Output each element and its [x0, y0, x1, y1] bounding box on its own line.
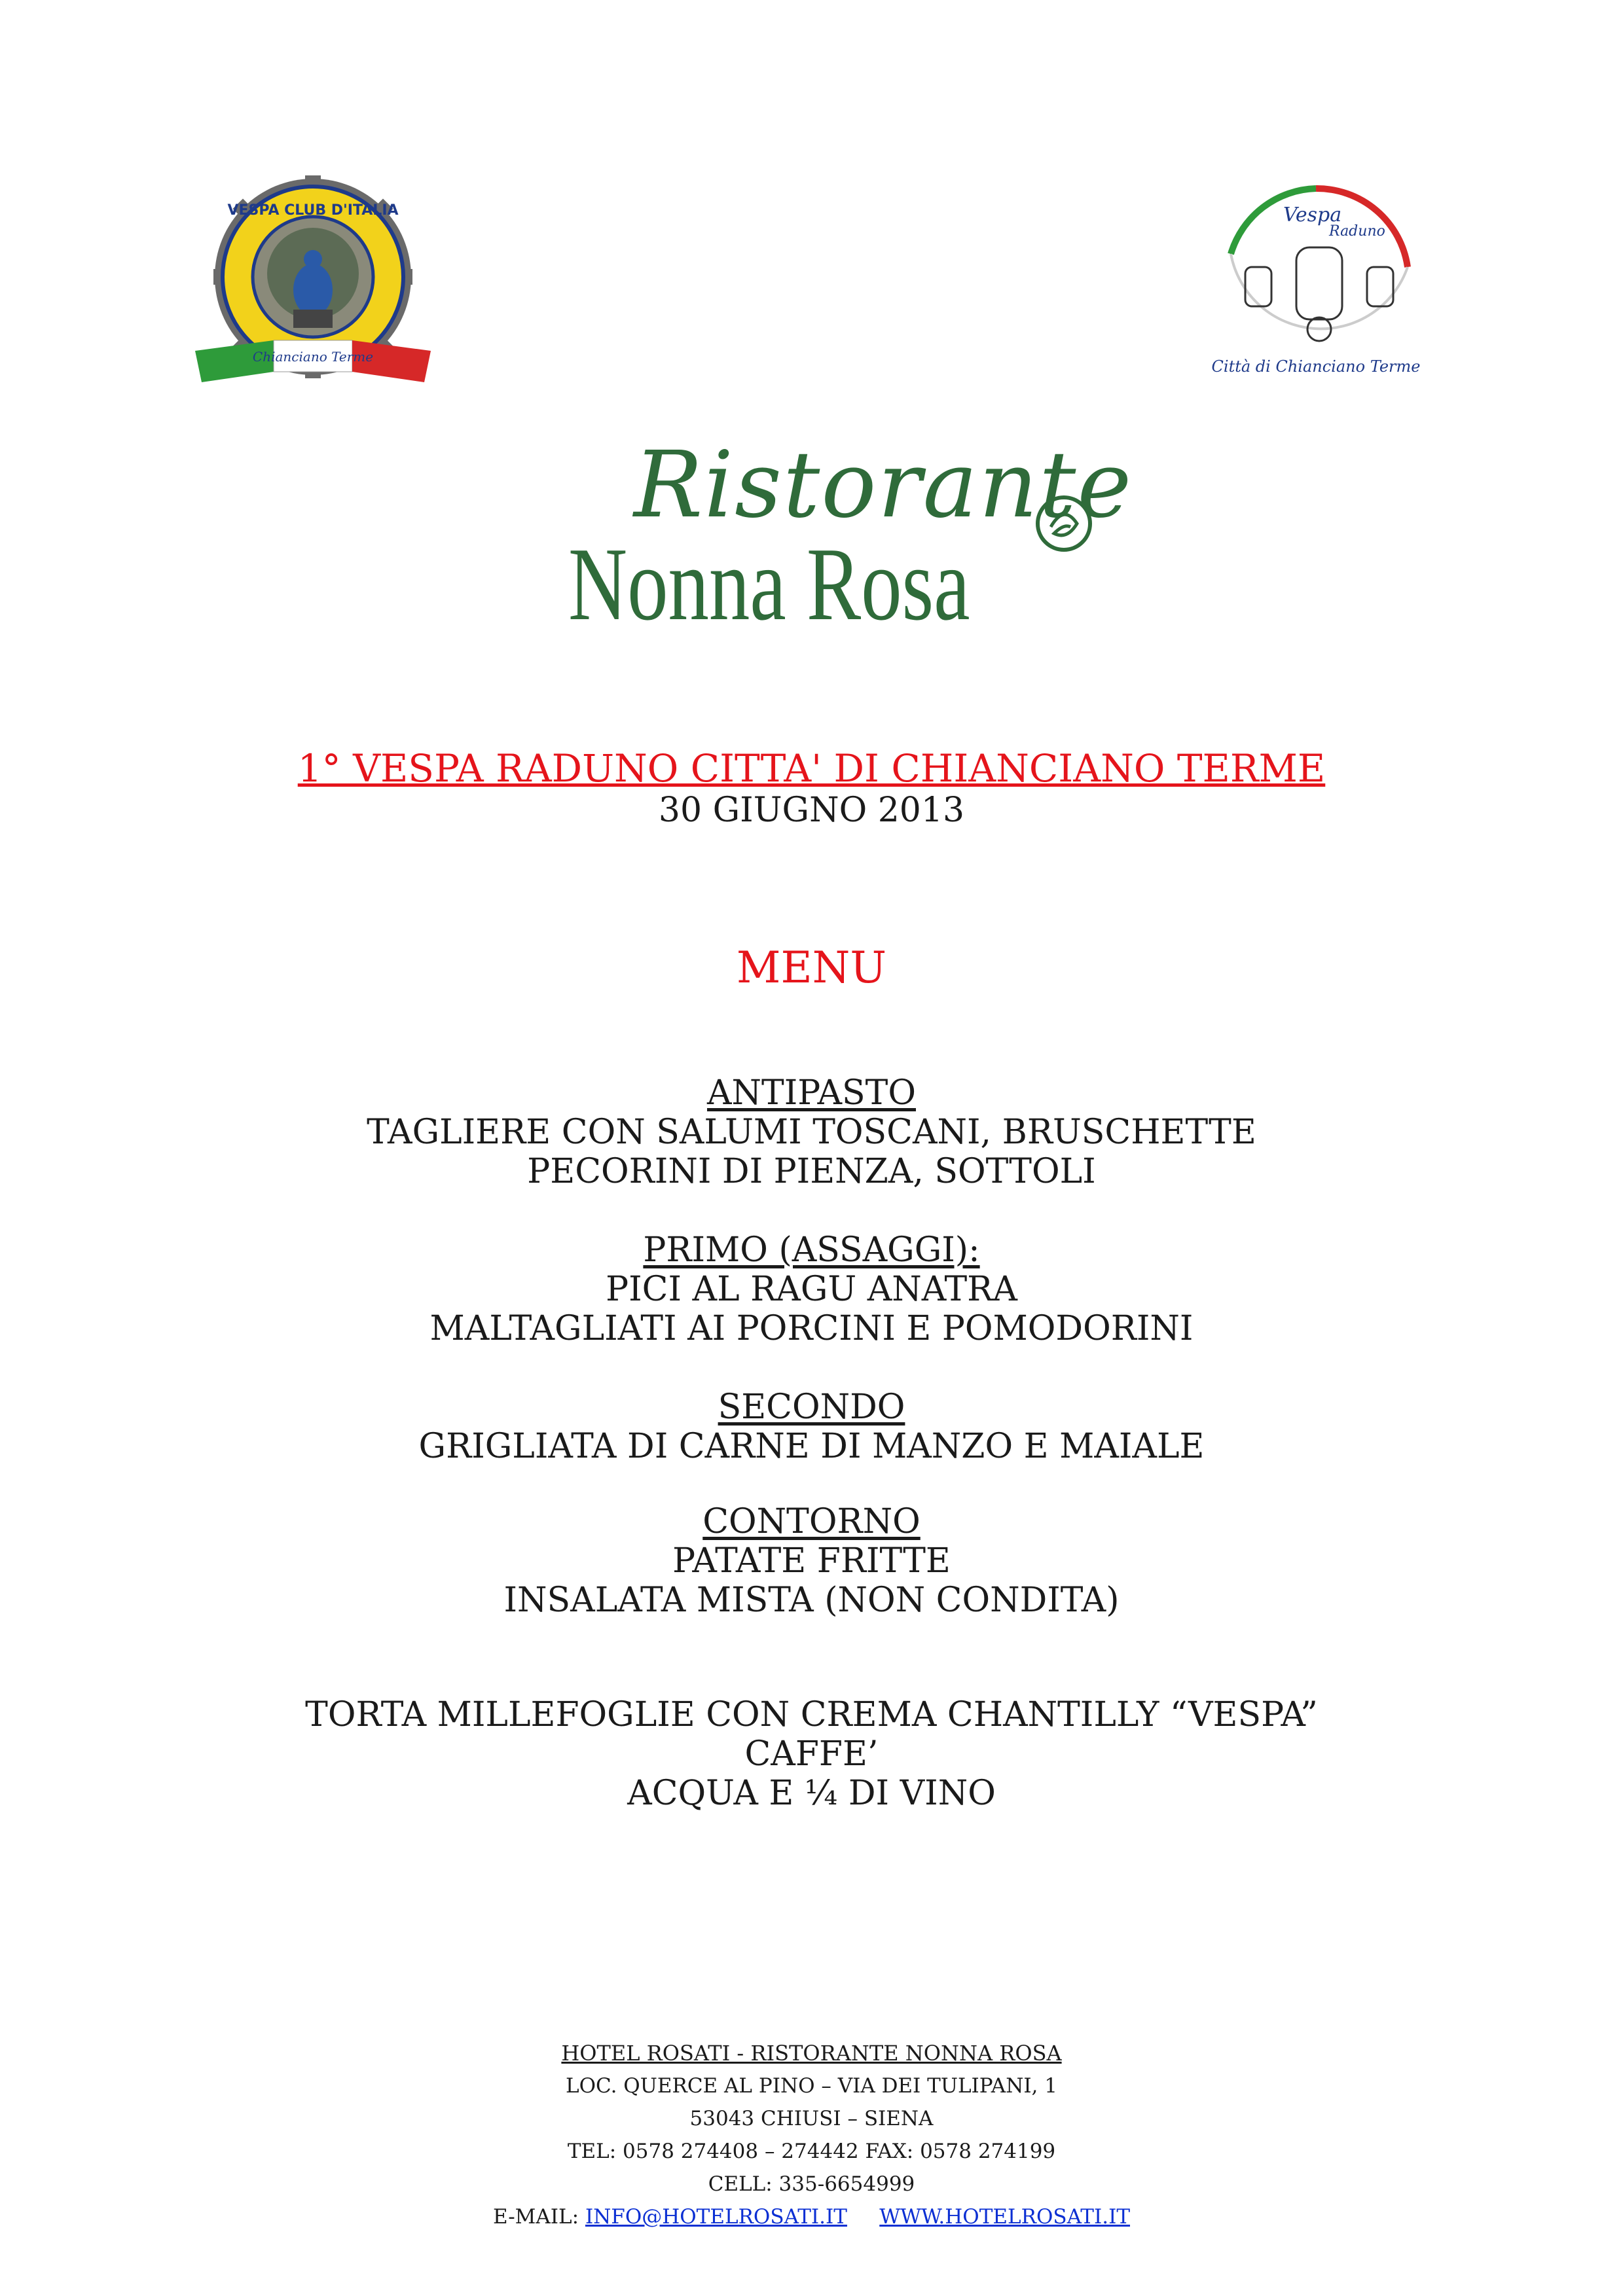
vespa-raduno-logo: [1205, 175, 1427, 385]
email-link[interactable]: INFO@HOTELROSATI.IT: [585, 2205, 847, 2229]
section-title: PRIMO (ASSAGGI):: [643, 1230, 980, 1270]
section-line: PATATE FRITTE: [672, 1541, 951, 1581]
section-title: SECONDO: [718, 1388, 905, 1427]
website-link[interactable]: WWW.HOTELROSATI.IT: [879, 2205, 1130, 2229]
section-contorno: [0, 1502, 1623, 1620]
dessert-line: CAFFE’: [744, 1734, 879, 1774]
section-line: PICI AL RAGU ANATRA: [606, 1270, 1017, 1309]
section-antipasto: [0, 1073, 1623, 1191]
section-line: PECORINI DI PIENZA, SOTTOLI: [527, 1152, 1096, 1191]
brand-script-text: Ristorante: [634, 432, 1133, 539]
section-title: ANTIPASTO: [707, 1073, 916, 1113]
vespa-club-logo: [195, 175, 431, 391]
dessert-line: TORTA MILLEFOGLIE CON CREMA CHANTILLY “VESPA”: [305, 1695, 1318, 1734]
footer-title: HOTEL ROSATI - RISTORANTE NONNA ROSA: [561, 2041, 1062, 2066]
section-line: TAGLIERE CON SALUMI TOSCANI, BRUSCHETTE: [367, 1113, 1256, 1152]
brand-main-text: Nonna Rosa: [568, 526, 970, 642]
footer-contacts: [0, 2200, 1623, 2233]
dessert-line: ACQUA E ¼ DI VINO: [627, 1774, 996, 1813]
restaurant-brand: [0, 419, 1623, 641]
event-date: 30 GIUGNO 2013: [658, 791, 965, 830]
footer-cell: CELL: 335-6654999: [708, 2172, 915, 2196]
logo-right-top-text: Vespa: [1283, 204, 1342, 226]
email-label: E-MAIL:: [492, 2205, 579, 2229]
footer-city: 53043 CHIUSI – SIENA: [689, 2107, 934, 2130]
logo-right-bottom-text: Città di Chianciano Terme: [1211, 357, 1421, 376]
rose-icon: [1034, 494, 1093, 553]
footer: [0, 2037, 1623, 2233]
section-line: MALTAGLIATI AI PORCINI E POMODORINI: [429, 1309, 1194, 1348]
dessert-block: [0, 1695, 1623, 1813]
section-primo: [0, 1230, 1623, 1348]
logo-right-mid-text: Raduno: [1329, 223, 1385, 240]
section-secondo: [0, 1388, 1623, 1466]
section-line: GRIGLIATA DI CARNE DI MANZO E MAIALE: [418, 1427, 1205, 1466]
event-title: 1° VESPA RADUNO CITTA' DI CHIANCIANO TERME: [297, 746, 1326, 791]
footer-address: LOC. QUERCE AL PINO – VIA DEI TULIPANI, 1: [565, 2074, 1057, 2098]
menu-heading: MENU: [736, 942, 887, 993]
footer-phones: TEL: 0578 274408 – 274442 FAX: 0578 274199: [567, 2140, 1056, 2163]
logo-left-ribbon-text: Chianciano Terme: [252, 349, 374, 365]
section-line: INSALATA MISTA (NON CONDITA): [503, 1581, 1120, 1620]
section-title: CONTORNO: [702, 1502, 921, 1541]
logo-left-top-text: VESPA CLUB D'ITALIA: [227, 202, 399, 219]
